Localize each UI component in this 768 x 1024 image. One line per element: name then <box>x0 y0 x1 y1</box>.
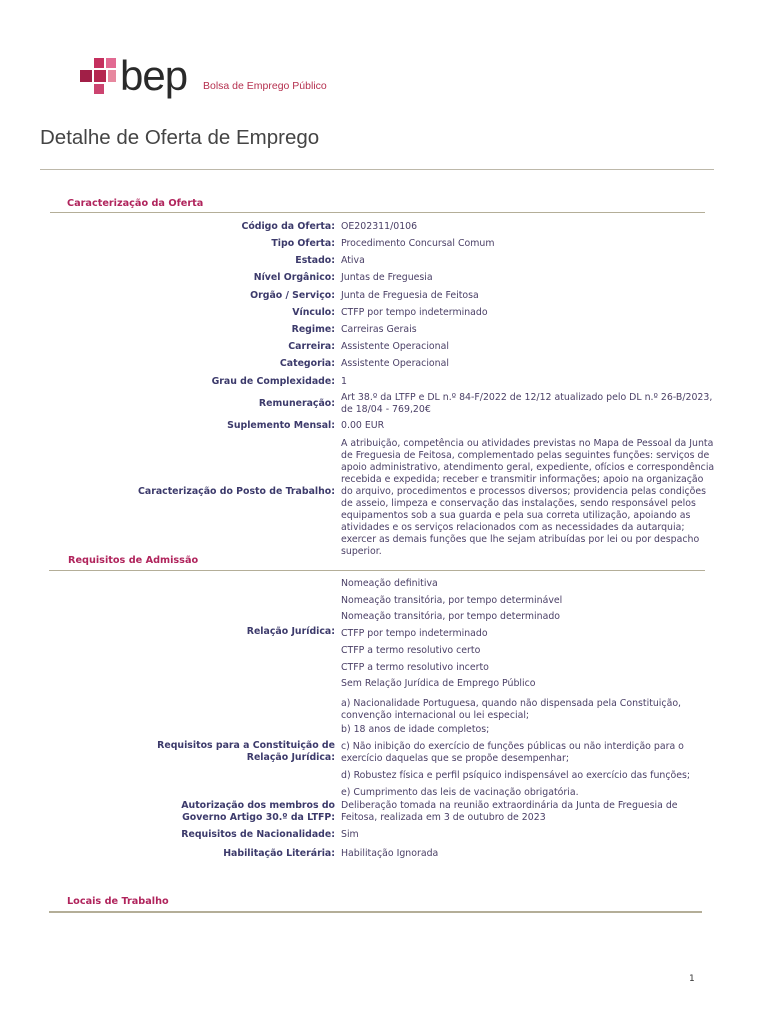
bep-logo <box>80 52 350 102</box>
list-item: d) Robustez física e perfil psíquico indispensável ao exercício das funções; <box>341 770 691 781</box>
field-value: Art 38.º da LTFP e DL n.º 84-F/2022 de 12/12 atualizado pelo DL n.º 26-B/2023, de 18/04 - 769,20€ <box>341 392 713 415</box>
list-item: Nomeação definitiva <box>341 578 438 589</box>
logo-square <box>106 58 116 68</box>
list-item: Nomeação transitória, por tempo determinado <box>341 611 561 623</box>
section-divider <box>49 911 702 913</box>
logo-square <box>94 84 104 94</box>
logo-subtitle: Bolsa de Emprego Público <box>203 80 327 92</box>
field-value: A atribuição, competência ou atividades previstas no Mapa de Pessoal da Junta de Freguesia de Feitosa, complementado pelas seguintes funções: serviços de apoio administrativo, atendimento geral, expediente, ofícios e correspondência recebida e expedida; receber e transmitir informações; apoio na organização do arquivo, procedimentos e processos diversos; providencia pelas condições de asseio, limpeza e conservação das instalações, sendo responsável pelos equipamentos sob a sua guarda e pela sua correta utilização, apoiando as atividades e os serviços relacionados com as necessidades da autarquia; exercer as demais funções que lhe sejam atribuídas por lei ou por despacho superior. <box>341 438 715 557</box>
field-value: Assistente Operacional <box>341 341 449 352</box>
field-label: Orgão / Serviço: <box>250 290 335 301</box>
list-item: c) Não inibição do exercício de funções públicas ou não interdição para o exercício daquelas que se propõe desempenhar; <box>341 741 684 764</box>
field-label: Nível Orgânico: <box>253 272 335 283</box>
field-value: OE202311/0106 <box>341 221 418 232</box>
logo-square <box>94 70 106 82</box>
list-item: CTFP a termo resolutivo incerto <box>341 661 489 673</box>
field-label: Remuneração: <box>258 398 335 409</box>
logo-square <box>94 58 104 68</box>
field-label: Requisitos de Nacionalidade: <box>181 829 335 840</box>
field-label: Regime: <box>291 324 335 335</box>
field-label: Carreira: <box>288 341 335 352</box>
list-item: Sem Relação Jurídica de Emprego Público <box>341 678 536 690</box>
list-item: b) 18 anos de idade completos; <box>341 724 490 735</box>
field-label: Requisitos para a Constituição de Relação Jurídica: <box>157 740 335 763</box>
field-label: Suplemento Mensal: <box>227 420 335 431</box>
list-item: CTFP por tempo indeterminado <box>341 628 488 640</box>
field-value: 1 <box>341 376 347 387</box>
field-value: Ativa <box>341 255 365 266</box>
field-label: Autorização dos membros do Governo Artigo 30.º da LTFP: <box>181 800 335 823</box>
divider <box>40 169 714 170</box>
field-value: Carreiras Gerais <box>341 324 417 335</box>
list-item: a) Nacionalidade Portuguesa, quando não dispensada pela Constituição, convenção internacional ou lei especial; <box>341 698 682 721</box>
section-title-locais: Locais de Trabalho <box>67 896 169 907</box>
list-item: Nomeação transitória, por tempo determinável <box>341 594 563 606</box>
field-value: Deliberação tomada na reunião extraordinária da Junta de Freguesia de Feitosa, realizada em 3 de outubro de 2023 <box>341 800 678 823</box>
field-label: Habilitação Literária: <box>223 848 335 859</box>
section-divider <box>50 212 705 213</box>
field-label: Tipo Oferta: <box>271 238 335 249</box>
field-label: Estado: <box>295 255 335 266</box>
field-value: Juntas de Freguesia <box>341 272 433 283</box>
relacao-list <box>341 576 716 693</box>
section-title-requisitos: Requisitos de Admissão <box>68 555 199 566</box>
field-label: Categoria: <box>279 358 335 369</box>
logo-square <box>80 70 92 82</box>
field-label: Relação Jurídica: <box>246 626 335 637</box>
list-item: CTFP a termo resolutivo certo <box>341 644 481 656</box>
page-title: Detalhe de Oferta de Emprego <box>40 126 320 149</box>
section-title-caracterizacao: Caracterização da Oferta <box>67 198 204 209</box>
field-value: Habilitação Ignorada <box>341 848 439 859</box>
field-label: Vínculo: <box>292 307 335 318</box>
logo-square <box>108 70 116 82</box>
logo-word: bep <box>120 52 188 99</box>
field-value: Sim <box>341 829 359 840</box>
field-label: Grau de Complexidade: <box>211 376 335 387</box>
field-value: CTFP por tempo indeterminado <box>341 307 488 318</box>
field-value: Procedimento Concursal Comum <box>341 238 495 249</box>
field-label: Caracterização do Posto de Trabalho: <box>137 486 335 497</box>
field-label: Código da Oferta: <box>241 221 335 232</box>
field-value: 0.00 EUR <box>341 420 385 431</box>
section-divider <box>49 570 705 571</box>
field-value: Assistente Operacional <box>341 358 449 369</box>
field-value: Junta de Freguesia de Feitosa <box>341 290 479 301</box>
page-number: 1 <box>689 974 695 984</box>
list-item: e) Cumprimento das leis de vacinação obrigatória. <box>341 787 579 798</box>
constituicao-list <box>341 698 716 799</box>
